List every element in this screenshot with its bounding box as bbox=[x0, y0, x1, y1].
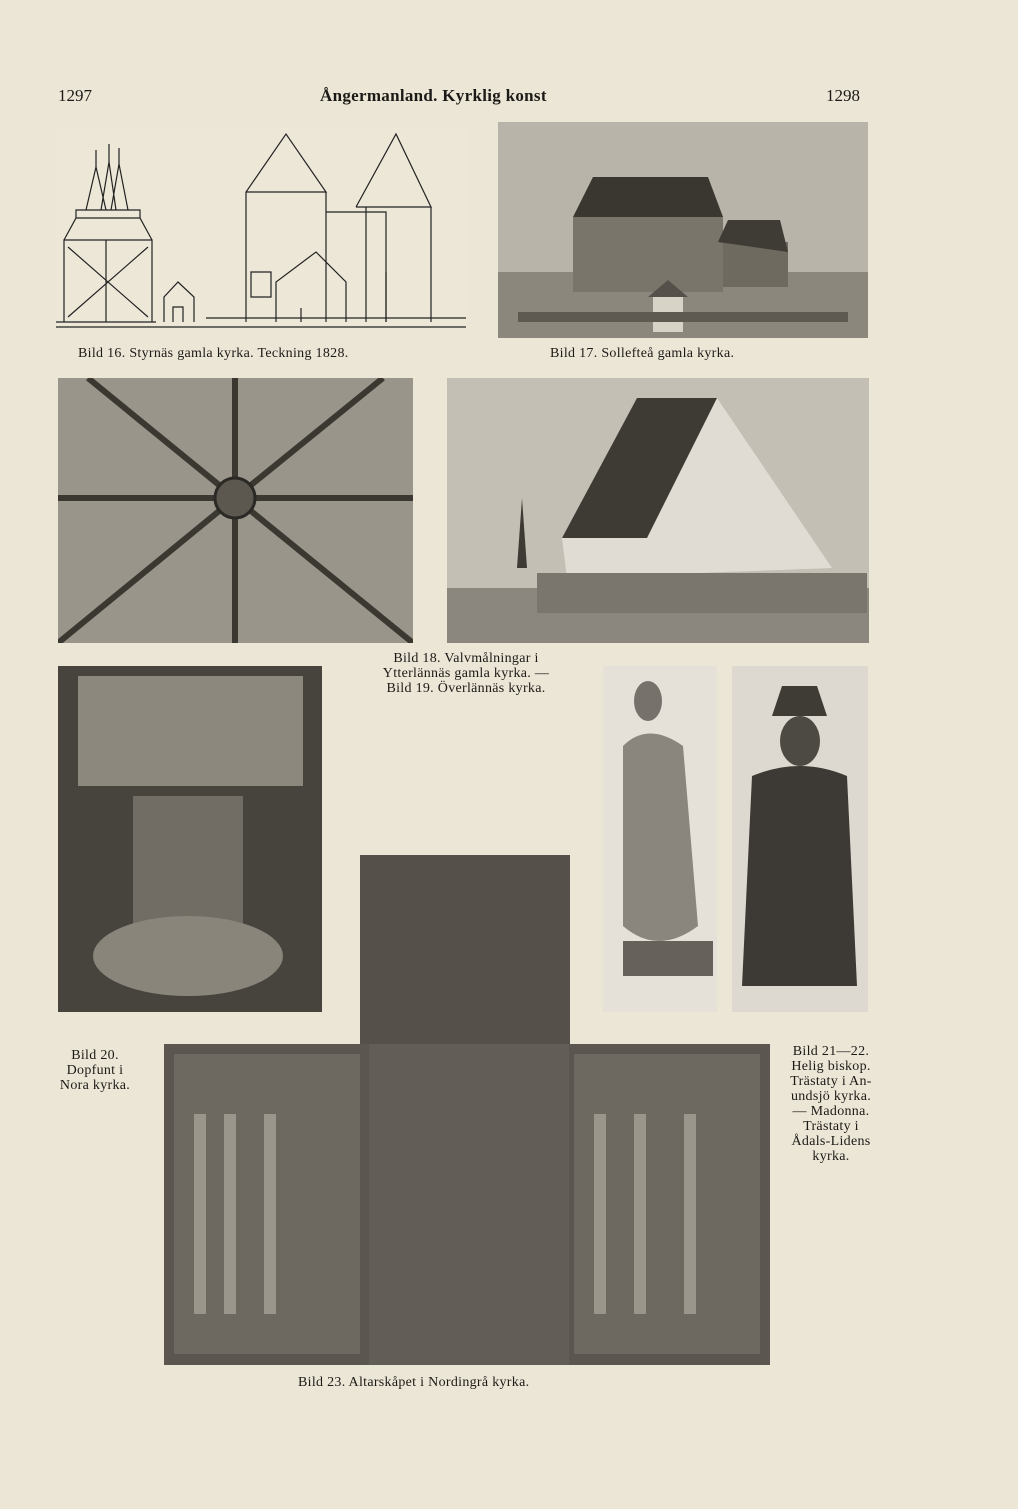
figure-20-font bbox=[58, 666, 322, 1012]
page-title: Ångermanland. Kyrklig konst bbox=[320, 86, 547, 105]
figure-22-madonna bbox=[732, 666, 868, 1012]
white-church-icon bbox=[447, 378, 869, 643]
figure-18-vault bbox=[58, 378, 413, 643]
caption-bild-20: Bild 20. Dopfunt i Nora kyrka. bbox=[59, 1048, 131, 1093]
church-photo-icon bbox=[498, 122, 868, 338]
figure-16-drawing bbox=[56, 122, 466, 334]
madonna-statue-icon bbox=[732, 666, 868, 1012]
baptismal-font-icon bbox=[58, 666, 322, 1012]
page-number-right: 1298 bbox=[826, 86, 860, 105]
altarpiece-carving-icon bbox=[164, 1044, 770, 1365]
figure-19-church bbox=[447, 378, 869, 643]
church-drawing-icon bbox=[56, 122, 466, 334]
page-number-left: 1297 bbox=[58, 86, 92, 105]
caption-bild-17: Bild 17. Sollefteå gamla kyrka. bbox=[550, 346, 735, 361]
figure-17-photo bbox=[498, 122, 868, 338]
bishop-statue-icon bbox=[603, 666, 717, 1012]
caption-bild-23: Bild 23. Altarskåpet i Nordingrå kyrka. bbox=[298, 1375, 530, 1390]
caption-bild-21-22: Bild 21—22. Helig biskop. Trästaty i An- undsjö kyrka. — Madonna. Trästaty i Ådals-Lidens kyrka. bbox=[790, 1044, 872, 1164]
figure-23-altarpiece-wings bbox=[164, 1044, 770, 1365]
vault-star-icon bbox=[58, 378, 413, 643]
caption-bild-18-19: Bild 18. Valvmålningar i Ytterlännäs gamla kyrka. — Bild 19. Överlännäs kyrka. bbox=[382, 651, 550, 696]
figure-21-bishop bbox=[603, 666, 717, 1012]
caption-bild-16: Bild 16. Styrnäs gamla kyrka. Teckning 1828. bbox=[78, 346, 349, 361]
